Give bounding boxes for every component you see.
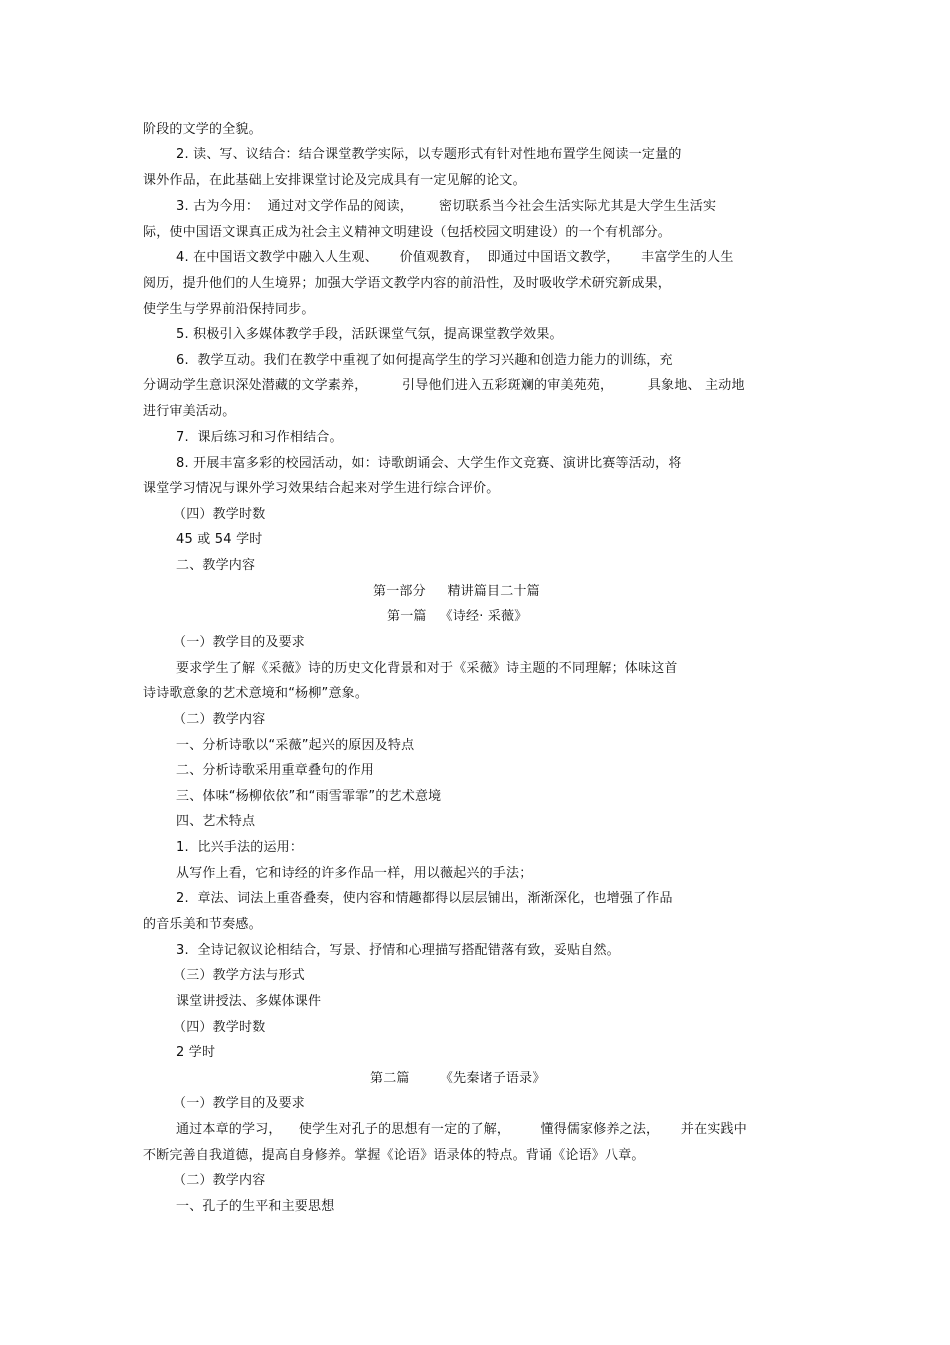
- text-line: 阶段的文学的全貌。: [143, 122, 262, 137]
- text-line: 不断完善自我道德，提高自身修养。掌握《论语》语录体的特点。背诵《论语》八章。: [143, 1148, 645, 1163]
- text-line: 2. 章法、词法上重沓叠奏，使内容和情趣都得以层层铺出，渐渐深化，也增强了作品: [176, 891, 673, 906]
- text-line: 诗诗歌意象的艺术意境和“杨柳”意象。: [143, 686, 369, 701]
- chapter-title: 第二篇 《先秦诸子语录》: [370, 1071, 546, 1086]
- text-line: 际，使中国语文课真正成为社会主义精神文明建设（包括校园文明建设）的一个有机部分。: [143, 225, 672, 240]
- section-heading: （一）教学目的及要求: [173, 1096, 306, 1111]
- section-heading: （一）教学目的及要求: [173, 635, 306, 650]
- text-line: 从写作上看，它和诗经的许多作品一样，用以薇起兴的手法；: [176, 866, 533, 881]
- section-heading: （二）教学内容: [173, 1173, 266, 1188]
- text-line: 2. 读、写、议结合：结合课堂教学实际，以专题形式有针对性地布置学生阅读一定量的: [176, 147, 682, 162]
- text-line: 课堂学习情况与课外学习效果结合起来对学生进行综合评价。: [143, 481, 500, 496]
- text-line: 课外作品，在此基础上安排课堂讨论及完成具有一定见解的论文。: [143, 173, 526, 188]
- text-line: 分调动学生意识深处潜藏的文学素养， 引导他们进入五彩斑斓的审美苑苑， 具象地、 主动地: [143, 378, 745, 393]
- text-line: 6. 教学互动。我们在教学中重视了如何提高学生的学习兴趣和创造力能力的训练，充: [176, 353, 673, 368]
- text-line: 的音乐美和节奏感。: [143, 917, 262, 932]
- part-title: 第一部分 精讲篇目二十篇: [373, 584, 540, 599]
- section-heading: 二、教学内容: [176, 558, 256, 573]
- text-line: 要求学生了解《采薇》诗的历史文化背景和对于《采薇》诗主题的不同理解；体味这首: [176, 661, 678, 676]
- chapter-title: 第一篇 《诗经· 采薇》: [387, 609, 528, 624]
- section-heading: （四）教学时数: [173, 1020, 266, 1035]
- section-heading: （三）教学方法与形式: [173, 968, 306, 983]
- text-line: 二、分析诗歌采用重章叠句的作用: [176, 763, 375, 778]
- text-line: 4. 在中国语文教学中融入人生观、 价值观教育， 即通过中国语文教学， 丰富学生的人生: [176, 250, 734, 265]
- text-line: 使学生与学界前沿保持同步。: [143, 302, 315, 317]
- text-line: 8. 开展丰富多彩的校园活动，如：诗歌朗诵会、大学生作文竞赛、演讲比赛等活动，将: [176, 456, 682, 471]
- text-line: 进行审美活动。: [143, 404, 236, 419]
- text-line: 7. 课后练习和习作相结合。: [176, 430, 343, 445]
- text-line: 课堂讲授法、多媒体课件: [176, 994, 322, 1009]
- section-heading: （四）教学时数: [173, 507, 266, 522]
- text-line: 5. 积极引入多媒体教学手段，活跃课堂气氛，提高课堂教学效果。: [176, 327, 563, 342]
- text-line: 四、艺术特点: [176, 814, 256, 829]
- text-line: 2 学时: [176, 1045, 216, 1060]
- section-heading: （二）教学内容: [173, 712, 266, 727]
- text-line: 45 或 54 学时: [176, 532, 263, 547]
- text-line: 阅历，提升他们的人生境界；加强大学语文教学内容的前沿性，及时吸收学术研究新成果，: [143, 276, 672, 291]
- text-line: 1. 比兴手法的运用：: [176, 840, 304, 855]
- text-line: 3. 古为今用： 通过对文学作品的阅读， 密切联系当今社会生活实际尤其是大学生生活实: [176, 199, 717, 214]
- text-line: 通过本章的学习， 使学生对孔子的思想有一定的了解， 懂得儒家修养之法， 并在实践中: [176, 1122, 747, 1137]
- text-line: 一、孔子的生平和主要思想: [176, 1199, 335, 1214]
- text-line: 三、体味“杨柳依依”和“雨雪霏霏”的艺术意境: [176, 789, 442, 804]
- text-line: 3. 全诗记叙议论相结合，写景、抒情和心理描写搭配错落有致，妥贴自然。: [176, 943, 620, 958]
- text-line: 一、分析诗歌以“采薇”起兴的原因及特点: [176, 738, 415, 753]
